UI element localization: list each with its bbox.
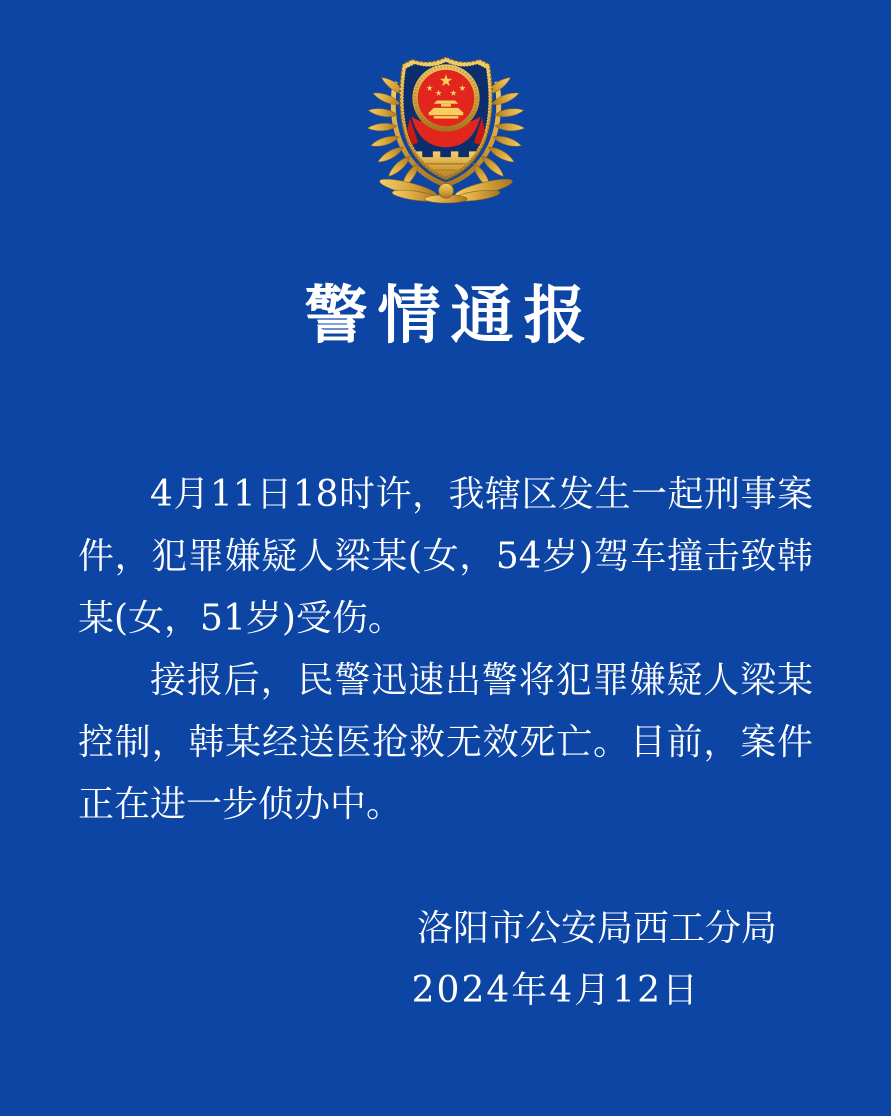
notice-body: [78, 464, 813, 1022]
notice-date: 2024年4月12日: [411, 970, 700, 1011]
spacer: [78, 836, 813, 898]
body-line: 正在进一步侦办中。: [78, 784, 403, 825]
body-line: 接报后，民警迅速出警将犯罪嫌疑人梁某: [150, 660, 813, 701]
body-line: 控制，韩某经送医抢救无效死亡。目前，案件: [78, 722, 813, 763]
police-badge-icon: [364, 33, 528, 209]
body-line: 某(女，51岁)受伤。: [78, 598, 404, 639]
agency-signature: 洛阳市公安局西工分局: [416, 908, 777, 949]
body-line: 件，犯罪嫌疑人梁某(女，54岁)驾车撞击致韩: [78, 536, 813, 577]
notice-title: 警情通报: [304, 278, 597, 352]
body-line: 4月11日18时许，我辖区发生一起刑事案: [150, 474, 813, 515]
